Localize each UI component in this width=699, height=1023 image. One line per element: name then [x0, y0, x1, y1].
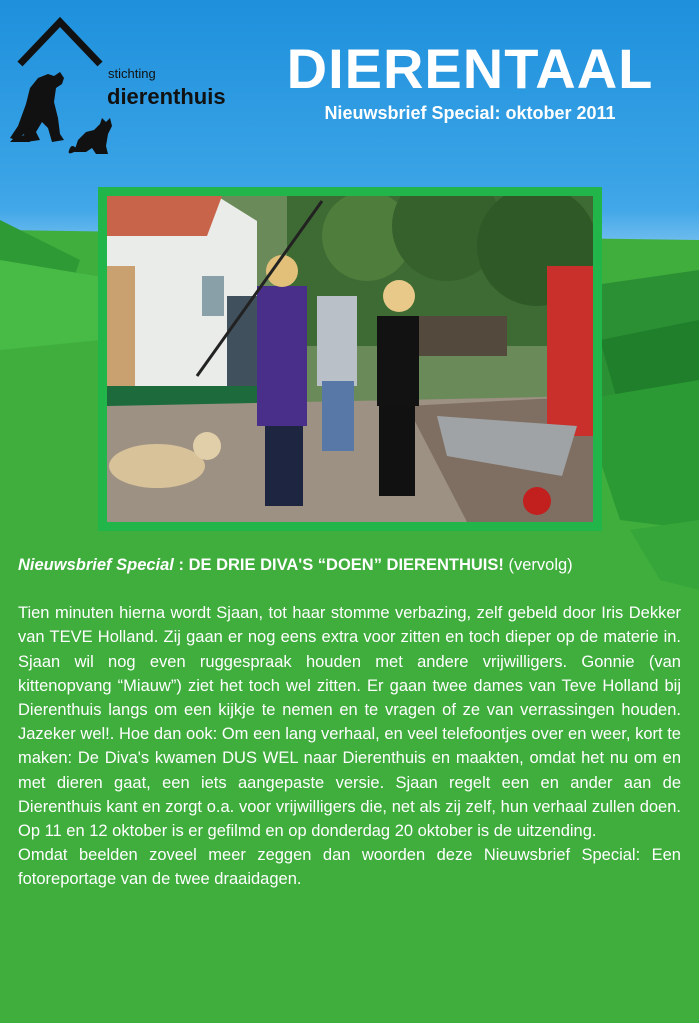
article [18, 553, 681, 892]
article-paragraph-2: Omdat beelden zoveel meer zeggen dan woorden deze Nieuwsbrief Special: Een fotoreportage van de twee draaidagen. [18, 846, 681, 889]
heading-separator: : [173, 556, 189, 574]
heading-suffix: (vervolg) [503, 556, 573, 574]
photo-frame [98, 187, 602, 531]
dog-silhouette-icon [10, 72, 64, 142]
article-paragraph-1: Tien minuten hierna wordt Sjaan, tot haar stomme verbazing, zelf gebeld door Iris Dekker van TEVE Holland. Zij gaan er nog eens extra voor zitten en toch dieper op de materie in. Sjaan wil nog even ruggespraak houden met andere vrijwilligers. Gonnie (van kittenopvang “Miauw”) ziet het toch wel zitten. Er gaan twee dames van Teve Holland bij Dierenthuis langs om een kijkje te nemen en te vragen of ze van verrassingen houden. Jazeker wel!. Hoe dan ook: Om een lang verhaal, en veel telefoontjes over en weer, kort te maken: De Diva's kwamen DUS WEL naar Dierenthuis en maakten, omdat het nu om en met dieren gaat, een iets aangepaste versie. Sjaan regelt een en ander aan de Dierenthuis kant en zorgt o.a. voor vrijwilligers die, net als zij zelf, hun verhaal zullen doen. Op 11 en 12 oktober is er gefilmd en op donderdag 20 oktober is de uitzending. [18, 604, 681, 841]
newsletter-title: DIERENTAAL [286, 37, 654, 100]
article-heading [18, 553, 681, 577]
logo-line-1: stichting [108, 66, 156, 81]
cat-silhouette-icon [69, 118, 112, 154]
logo-line-2: dierenthuis [107, 84, 226, 109]
heading-title: DE DRIE DIVA'S “DOEN” DIERENTHUIS! [188, 556, 504, 574]
filming-photo [107, 196, 593, 522]
newsletter-subtitle: Nieuwsbrief Special: oktober 2011 [324, 103, 616, 123]
heading-label: Nieuwsbrief Special [18, 556, 174, 574]
